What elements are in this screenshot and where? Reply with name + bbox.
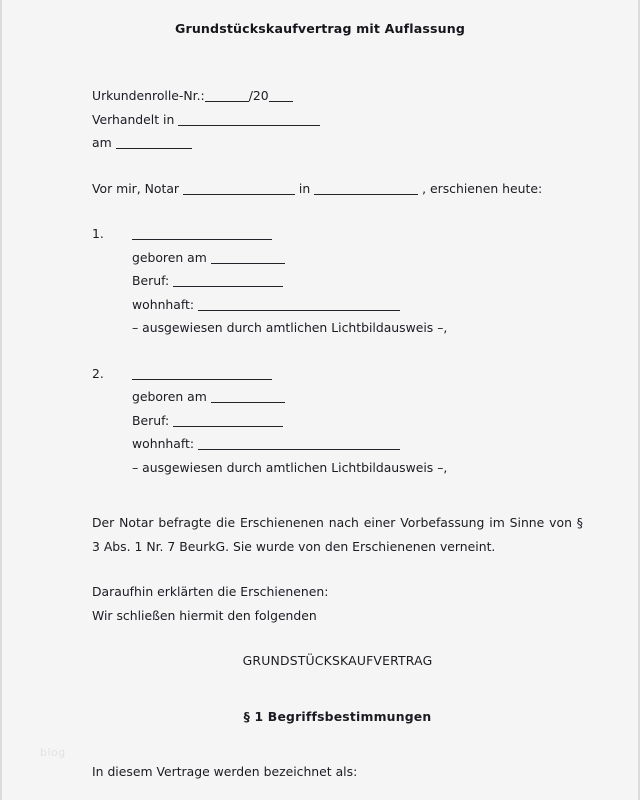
notary-ort-blank[interactable] <box>314 183 418 195</box>
am-line <box>92 131 583 155</box>
spacer-before-contract-heading <box>92 627 583 649</box>
party-1-wohnhaft-label: wohnhaft: <box>132 296 195 312</box>
party-block-1 <box>92 222 583 340</box>
blog-watermark: blog <box>40 746 66 759</box>
urkundenrolle-year-blank[interactable] <box>269 90 293 102</box>
spacer-after-notary-intro <box>92 200 583 222</box>
verhandelt-line <box>92 108 583 132</box>
urkundenrolle-line <box>92 84 583 108</box>
notary-intro-middle: in <box>298 180 311 196</box>
verhandelt-ort-blank[interactable] <box>178 114 320 126</box>
party-2-name-blank[interactable] <box>132 368 272 380</box>
am-datum-blank[interactable] <box>116 137 192 149</box>
party-1-name-line <box>132 222 583 246</box>
notary-name-blank[interactable] <box>183 183 295 195</box>
section-1-intro: In diesem Vertrage werden bezeichnet als: <box>92 764 358 779</box>
party-number-1: 1. <box>92 226 104 241</box>
party-2-wohnhaft-label: wohnhaft: <box>132 436 195 451</box>
page-title: Grundstückskaufvertrag mit Auflassung <box>174 21 466 36</box>
party-block-2 <box>92 362 583 480</box>
urkundenrolle-label: Urkundenrolle-Nr.: <box>92 88 205 103</box>
spacer-after-vorbefassung <box>92 558 583 580</box>
spacer-after-record <box>92 155 583 177</box>
party-2-ausweis-note: – ausgewiesen durch amtlichen Lichtbildausweis –, <box>132 459 448 475</box>
spacer-before-vorbefassung <box>92 479 583 511</box>
vorbefassung-paragraph: Der Notar befragte die Erschienenen nach einer Vorbefassung im Sinne von § 3 Abs. 1 Nr. 7 BeurkG. Sie wurde von den Erschienenen verneint. <box>92 515 583 554</box>
party-1-wohnhaft-line <box>132 293 583 317</box>
notary-intro-line <box>92 177 583 201</box>
spacer-between-parties <box>92 340 583 362</box>
party-1-name-blank[interactable] <box>132 228 272 240</box>
party-1-beruf-blank[interactable] <box>173 275 283 287</box>
notary-intro-suffix: , erschienen heute: <box>422 180 543 196</box>
party-2-beruf-label: Beruf: <box>132 412 170 428</box>
urkundenrolle-number-blank[interactable] <box>205 90 249 102</box>
party-1-beruf-label: Beruf: <box>132 273 170 288</box>
declaration-line-2: Wir schließen hiermit den folgenden <box>92 607 317 623</box>
party-2-geboren-label: geboren am <box>132 389 207 404</box>
document-body <box>92 84 583 784</box>
party-2-name-line <box>132 362 583 386</box>
party-1-geboren-label: geboren am <box>132 249 207 265</box>
notary-intro-prefix: Vor mir, Notar <box>92 180 180 196</box>
am-label: am <box>92 135 112 150</box>
contract-heading: GRUNDSTÜCKSKAUFVERTRAG <box>242 653 433 668</box>
verhandelt-label: Verhandelt in <box>92 111 175 127</box>
party-2-geboren-line <box>132 385 583 409</box>
party-1-wohnhaft-blank[interactable] <box>198 299 400 311</box>
party-1-beruf-line <box>132 269 583 293</box>
party-2-wohnhaft-blank[interactable] <box>198 438 400 450</box>
spacer-before-section1 <box>92 673 583 705</box>
party-2-geboren-blank[interactable] <box>211 391 285 403</box>
party-1-ausweis-note: – ausgewiesen durch amtlichen Lichtbildausweis –, <box>132 320 448 335</box>
party-2-wohnhaft-line <box>132 432 583 456</box>
party-2-beruf-line <box>132 409 583 433</box>
party-number-2: 2. <box>92 365 104 381</box>
party-1-geboren-blank[interactable] <box>211 252 285 264</box>
section-1-heading: § 1 Begriffsbestimmungen <box>243 708 432 724</box>
declaration-line-1: Daraufhin erklärten die Erschienenen: <box>92 584 329 599</box>
record-header-block <box>92 84 583 155</box>
party-2-beruf-blank[interactable] <box>173 415 283 427</box>
party-1-geboren-line <box>132 246 583 270</box>
urkundenrolle-year-prefix: /20 <box>248 88 269 103</box>
spacer-after-section1-heading <box>92 728 583 760</box>
